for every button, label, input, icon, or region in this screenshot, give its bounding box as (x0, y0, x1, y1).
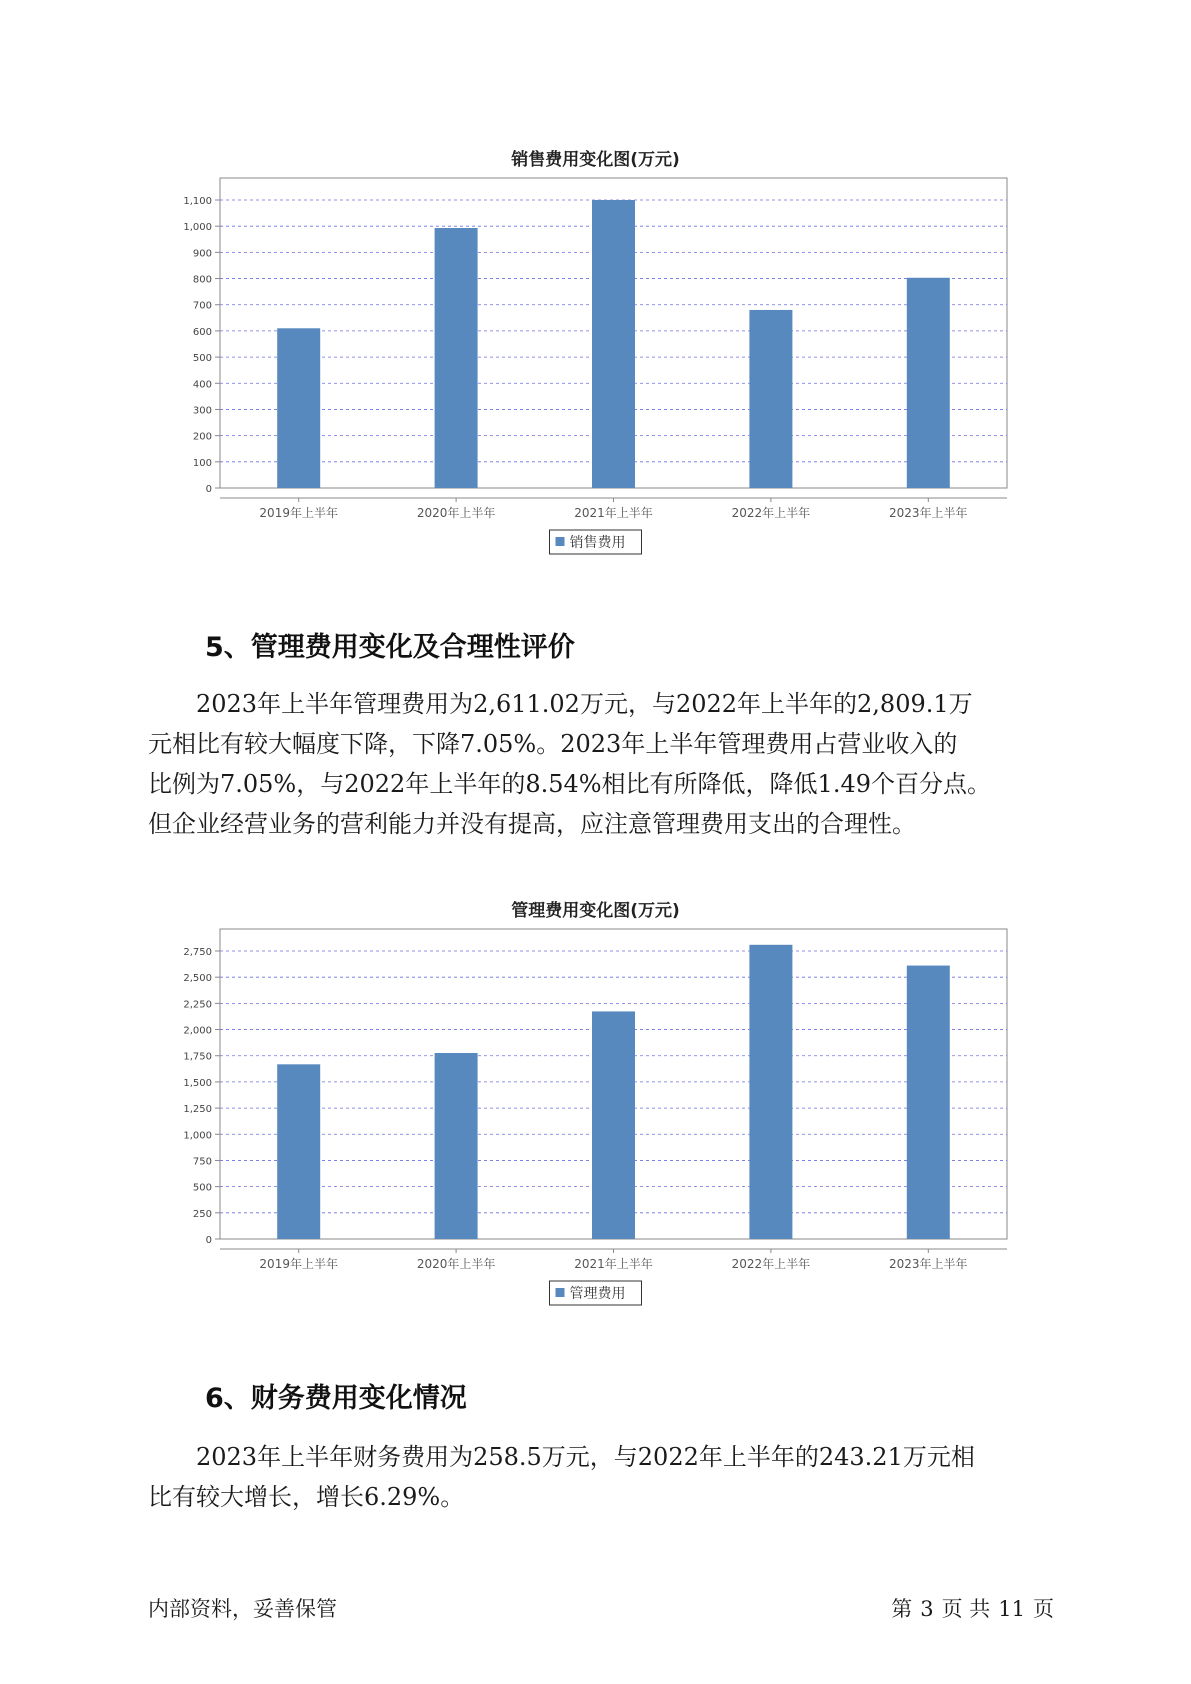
section6-paragraph (148, 1437, 1058, 1517)
y-tick-label: 900 (192, 248, 212, 260)
legend-label: 管理费用 (569, 1286, 626, 1302)
section6-line: 比有较大增长，增长6.29%。 (148, 1483, 465, 1511)
y-tick-label: 700 (192, 300, 212, 312)
bar (277, 1064, 320, 1239)
x-tick-label: 2019年上半年 (259, 1257, 338, 1271)
y-tick-label: 800 (192, 274, 212, 286)
y-tick-label: 0 (205, 1235, 212, 1246)
y-tick-label: 1,100 (183, 196, 212, 207)
x-tick-label: 2023年上半年 (889, 506, 968, 520)
bar (435, 228, 478, 488)
x-tick-label: 2020年上半年 (416, 1257, 496, 1271)
y-tick-label: 400 (192, 379, 212, 391)
bar (435, 1053, 478, 1239)
y-tick-label: 1,250 (183, 1104, 212, 1116)
bar (592, 200, 635, 488)
y-tick-label: 1,500 (183, 1077, 212, 1089)
x-tick-label: 2020年上半年 (416, 506, 496, 520)
section5-paragraph (148, 684, 1058, 844)
section5-heading: 5、管理费用变化及合理性评价 (205, 632, 575, 663)
y-tick-label: 1,000 (183, 1130, 212, 1142)
x-tick-label: 2022年上半年 (731, 1257, 811, 1271)
section5-line: 元相比有较大幅度下降，下降7.05%。2023年上半年管理费用占营业收入的 (148, 730, 958, 758)
bar (592, 1011, 635, 1239)
y-tick-label: 1,000 (183, 222, 212, 234)
x-tick-label: 2021年上半年 (574, 506, 653, 520)
sales-expense-chart (0, 170, 1191, 610)
bar (749, 945, 792, 1239)
y-tick-label: 100 (192, 457, 212, 469)
section5-line: 比例为7.05%，与2022年上半年的8.54%相比有所降低，降低1.49个百分点。 (148, 770, 991, 798)
y-tick-label: 1,750 (183, 1051, 212, 1063)
y-tick-label: 500 (192, 353, 212, 365)
bar (907, 966, 950, 1239)
y-tick-label: 300 (192, 405, 212, 417)
y-tick-label: 750 (192, 1156, 212, 1168)
y-tick-label: 600 (192, 326, 212, 338)
page-number (887, 1593, 1058, 1623)
y-tick-label: 250 (192, 1208, 212, 1220)
y-tick-label: 500 (192, 1182, 212, 1194)
bar (749, 310, 792, 488)
page-suffix: 页 (1033, 1597, 1054, 1621)
sales-chart-title: 销售费用变化图(万元) (511, 150, 680, 170)
section6-line: 2023年上半年财务费用为258.5万元，与2022年上半年的243.21万元相 (196, 1443, 975, 1471)
legend-label: 销售费用 (569, 535, 626, 551)
bar (277, 328, 320, 488)
page-mid: 页 共 (941, 1597, 991, 1621)
admin-chart-title: 管理费用变化图(万元) (511, 901, 680, 921)
y-tick-label: 200 (192, 431, 212, 443)
page-prefix: 第 (891, 1597, 913, 1621)
y-tick-label: 2,750 (183, 947, 212, 958)
page-current: 3 (920, 1597, 934, 1621)
footer-confidential: 内部资料，妥善保管 (148, 1597, 337, 1621)
legend-swatch (556, 1288, 565, 1297)
y-tick-label: 2,000 (183, 1025, 212, 1037)
x-tick-label: 2021年上半年 (574, 1257, 653, 1271)
y-tick-label: 2,250 (183, 999, 212, 1011)
section5-line: 2023年上半年管理费用为2,611.02万元，与2022年上半年的2,809.1万 (196, 690, 973, 718)
section5-line: 但企业经营业务的营利能力并没有提高，应注意管理费用支出的合理性。 (148, 810, 916, 838)
page-total: 11 (998, 1597, 1025, 1621)
x-tick-label: 2023年上半年 (889, 1257, 968, 1271)
admin-expense-chart (0, 921, 1191, 1361)
x-tick-label: 2022年上半年 (731, 506, 811, 520)
section6-heading: 6、财务费用变化情况 (205, 1383, 467, 1414)
legend-swatch (556, 537, 565, 546)
bar (907, 278, 950, 488)
x-tick-label: 2019年上半年 (259, 506, 338, 520)
y-tick-label: 0 (205, 484, 212, 495)
y-tick-label: 2,500 (183, 973, 212, 985)
